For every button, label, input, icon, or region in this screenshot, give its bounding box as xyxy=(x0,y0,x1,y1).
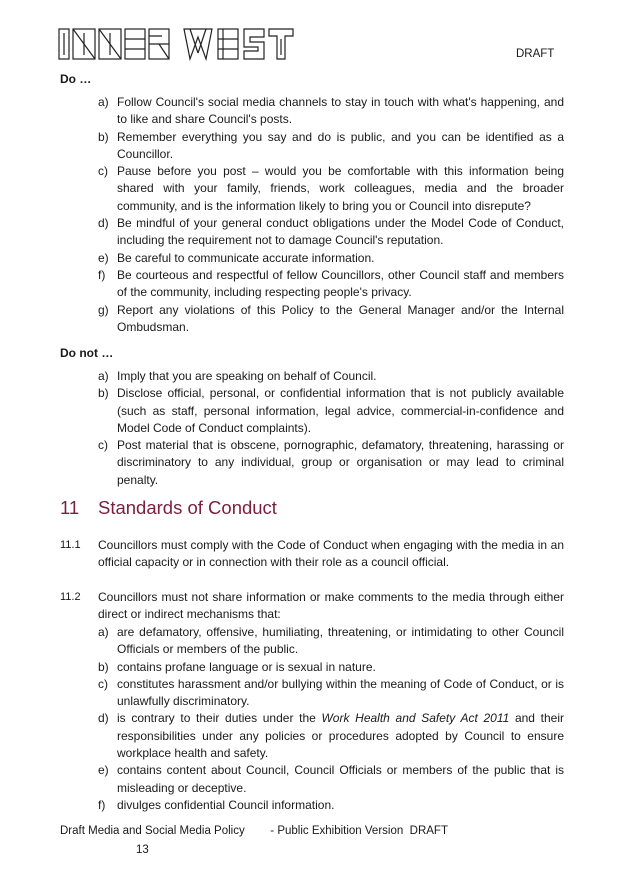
clause-11-1 xyxy=(60,537,564,572)
clause-number: 11.2 xyxy=(60,591,81,603)
list-item: b) Disclose official, personal, or confidential information that is not publicly available (such as staff, personal information, legal advice, commercial-in-confidence and Model Code of Conduct complaints). xyxy=(98,386,564,435)
clause-text: Councillors must not share information or make comments to the media through either direct or indirect mechanisms that: xyxy=(98,590,564,622)
list-item: e) contains content about Council, Council Officials or members of the public that is misleading or deceptive. xyxy=(98,763,564,795)
clause-11-2 xyxy=(60,589,564,624)
section-title: Standards of Conduct xyxy=(98,497,277,518)
list-item: a) Follow Council's social media channels to stay in touch with what's happening, and to like and share Council's posts. xyxy=(98,95,564,127)
do-heading: Do … xyxy=(60,72,92,86)
page-footer xyxy=(60,825,448,837)
footer-title: Draft Media and Social Media Policy xyxy=(60,825,245,837)
inner-west-logo xyxy=(58,27,298,61)
draft-label: DRAFT xyxy=(516,48,555,60)
list-item: b) Remember everything you say and do is public, and you can be identified as a Councillor. xyxy=(98,129,564,161)
clause-number: 11.1 xyxy=(60,539,81,551)
list-item: f) divulges confidential Council information. xyxy=(98,797,335,812)
list-item: f) Be courteous and respectful of fellow Councillors, other Council staff and members of the community, including respecting people's privacy. xyxy=(98,267,564,300)
list-item: c) Post material that is obscene, pornographic, defamatory, threatening, harassing or discriminatory to any individual, group or organisation or may lead to criminal penalty. xyxy=(98,438,564,487)
list-item: d) is contrary to their duties under the Work Health and Safety Act 2011 and their responsibilities under any policies or procedures adopted by Council to ensure workplace health and safety. xyxy=(98,711,564,761)
list-item: a) are defamatory, offensive, humiliating, threatening, or intimidating to other Council Officials or members of the public. xyxy=(98,625,564,657)
clause-text: Councillors must comply with the Code of Conduct when engaging with the media in an official capacity or in connection with their role as a council official. xyxy=(98,538,564,570)
do-not-heading: Do not … xyxy=(60,346,114,360)
list-item: c) Pause before you post – would you be comfortable with this information being shared with your family, friends, work colleagues, media and the broader community, and is the information likely to bring you or Council into disrepute? xyxy=(98,164,564,213)
act-title: Work Health and Safety Act 2011 xyxy=(321,711,510,726)
list-item: e) Be careful to communicate accurate information. xyxy=(98,250,375,265)
list-item: b) contains profane language or is sexual in nature. xyxy=(98,659,376,674)
section-heading xyxy=(60,497,277,519)
clause-11-2-list xyxy=(98,624,564,814)
do-not-list xyxy=(98,368,564,489)
list-item: d) Be mindful of your general conduct obligations under the Model Code of Conduct, including the requirement not to damage Council's reputation. xyxy=(98,216,564,248)
list-item: g) Report any violations of this Policy to the General Manager and/or the Internal Ombudsman. xyxy=(98,302,564,334)
page-number: 13 xyxy=(136,844,149,856)
list-item: c) constitutes harassment and/or bullying within the meaning of Code of Conduct, or is unlawfully discriminatory. xyxy=(98,676,564,709)
list-item: a) Imply that you are speaking on behalf of Council. xyxy=(98,369,377,383)
do-list xyxy=(98,94,564,336)
section-number: 11 xyxy=(60,497,80,518)
footer-subtitle: - Public Exhibition Version DRAFT xyxy=(270,825,448,837)
